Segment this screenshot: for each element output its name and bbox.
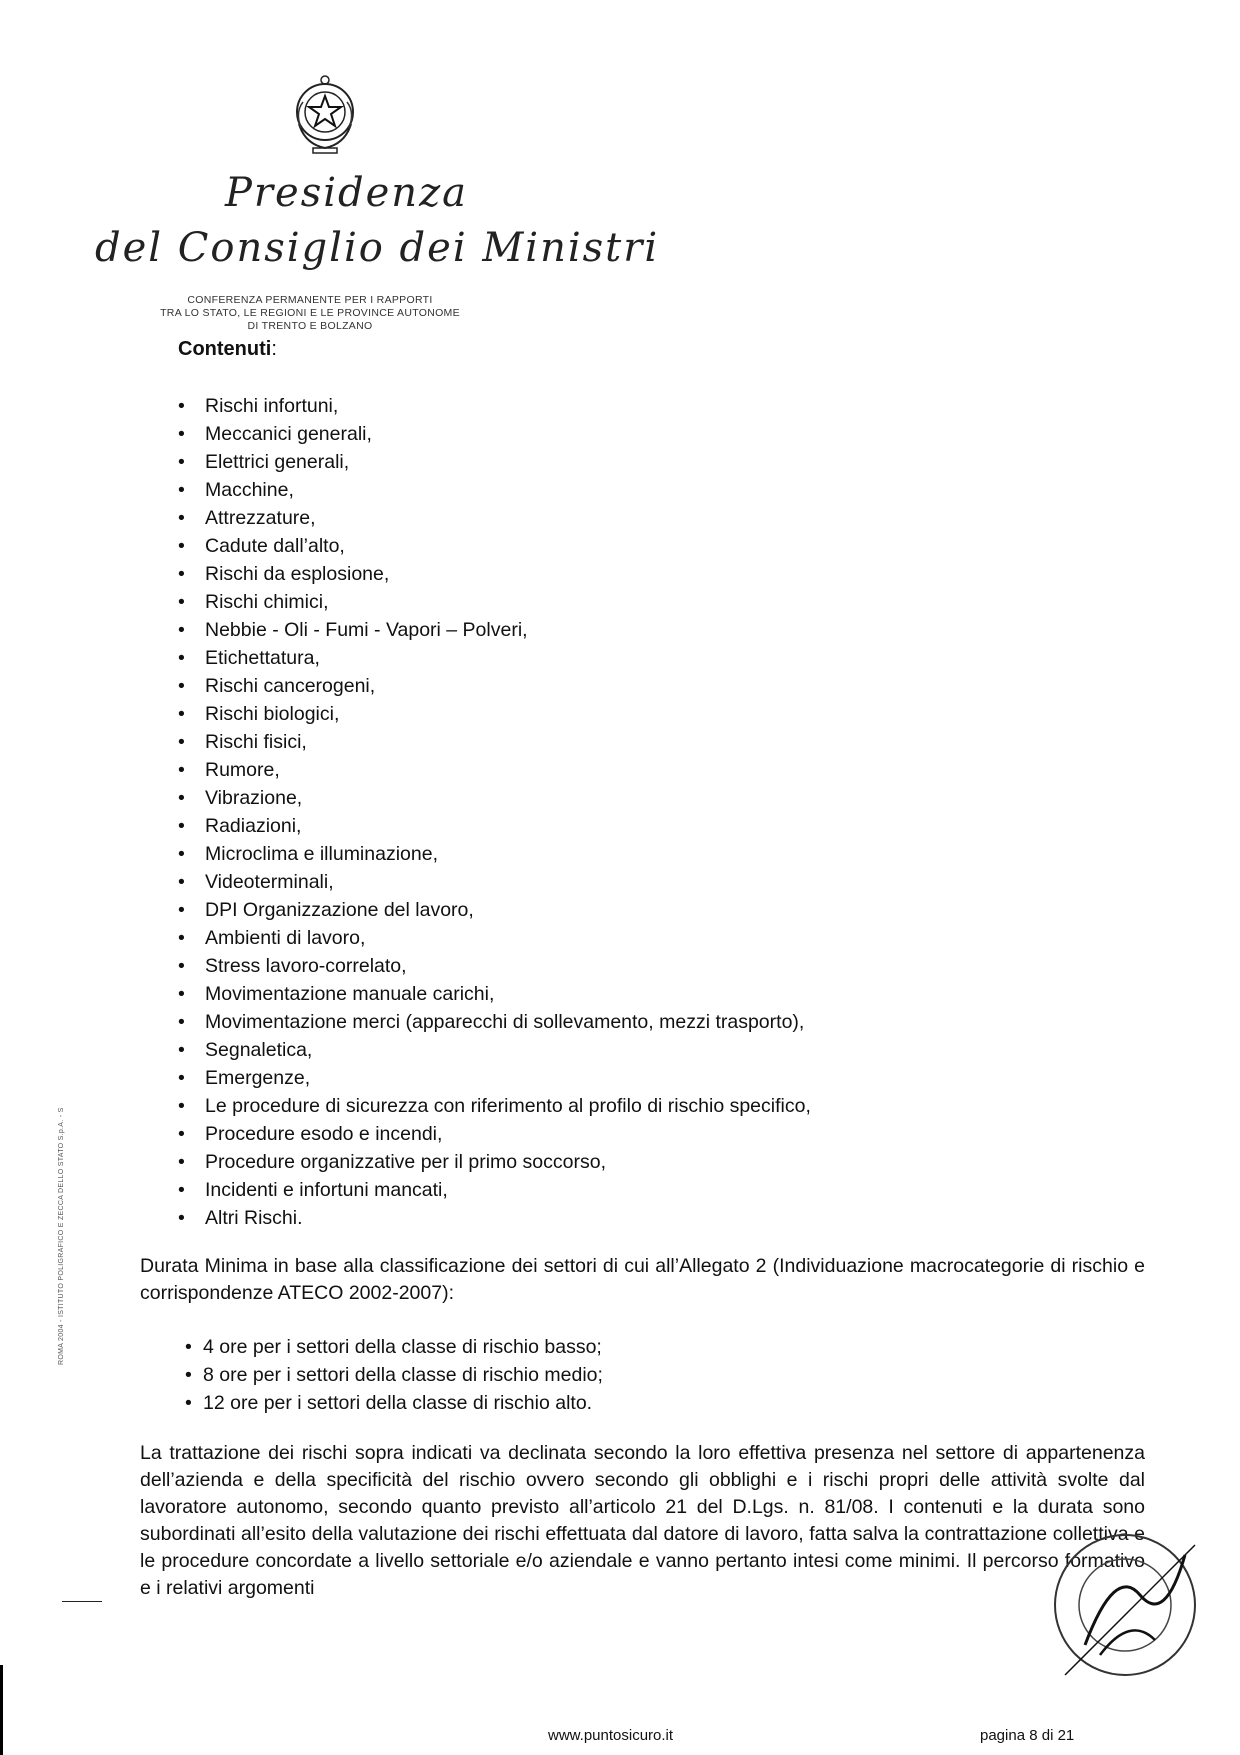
list-item: • Movimentazione merci (apparecchi di sollevamento, mezzi trasporto), [178,1008,811,1036]
list-item: • Nebbie - Oli - Fumi - Vapori – Polveri, [178,616,811,644]
list-item: • Emergenze, [178,1064,811,1092]
list-item: • 8 ore per i settori della classe di rischio medio; [185,1361,603,1389]
list-item: • Elettrici generali, [178,448,811,476]
list-item: • Rumore, [178,756,811,784]
list-item: • Rischi da esplosione, [178,560,811,588]
list-item: • Cadute dall’alto, [178,532,811,560]
footer-website: www.puntosicuro.it [548,1727,674,1744]
list-item: • Ambienti di lavoro, [178,924,811,952]
list-item: • Movimentazione manuale carichi, [178,980,811,1008]
list-item: • Rischi chimici, [178,588,811,616]
list-item: • 4 ore per i settori della classe di rischio basso; [185,1333,603,1361]
section-title-colon: : [271,338,277,360]
list-item: • Le procedure di sicurezza con riferimento al profilo di rischio specifico, [178,1092,811,1120]
list-item: • Meccanici generali, [178,420,811,448]
scan-edge-bar [0,1665,3,1755]
list-item: • Rischi biologici, [178,700,811,728]
list-item: • Stress lavoro-correlato, [178,952,811,980]
list-item: • 12 ore per i settori della classe di rischio alto. [185,1389,603,1417]
conference-line-2: TRA LO STATO, LE REGIONI E LE PROVINCE AUTONOME [160,307,460,319]
conference-header [100,294,520,333]
header-presidenza: Presidenza [225,170,468,216]
list-item: • Segnaletica, [178,1036,811,1064]
list-item: • Rischi infortuni, [178,392,811,420]
closing-paragraph: La trattazione dei rischi sopra indicati va declinata secondo la loro effettiva presenza nel settore di appartenenza dell’azienda e della specificità del rischio ovvero secondo gli obblighi e i rischi propri delle attività svolte dal lavoratore autonomo, secondo quanto previsto all’articolo 21 del D.Lgs. n. 81/08. I contenuti e la durata sono subordinati all’esito della valutazione dei rischi effettuata dal datore di lavoro, fatta salva la contrattazione collettiva e le procedure concordate a livello settoriale e/o aziendale e vanno pertanto intesi come minimi. Il percorso formativo e i relativi argomenti [140,1442,1145,1599]
list-item: • Etichettatura, [178,644,811,672]
list-item: • Vibrazione, [178,784,811,812]
list-item: • Videoterminali, [178,868,811,896]
list-item: • Rischi fisici, [178,728,811,756]
side-imprint: ROMA 2004 - ISTITUTO POLIGRAFICO E ZECCA DELLO STATO S.p.A. - S [58,1107,65,1365]
list-item: • Rischi cancerogeni, [178,672,811,700]
section-title-text: Contenuti [178,338,272,360]
margin-rule [62,1601,102,1602]
republic-emblem-icon [285,72,365,157]
section-title [178,338,277,361]
list-item: • Radiazioni, [178,812,811,840]
header-consiglio-ministri: del Consiglio dei Ministri [95,225,660,271]
list-item: • DPI Organizzazione del lavoro, [178,896,811,924]
list-item: • Altri Rischi. [178,1204,811,1232]
topics-list [178,392,811,1232]
list-item: • Macchine, [178,476,811,504]
list-item: • Incidenti e infortuni mancati, [178,1176,811,1204]
list-item: • Microclima e illuminazione, [178,840,811,868]
duration-intro: Durata Minima in base alla classificazione dei settori di cui all’Allegato 2 (Individuazione macrocategorie di rischio e corrispondenze ATECO 2002-2007): [140,1255,1145,1304]
footer-page-number: pagina 8 di 21 [980,1727,1075,1744]
duration-list [185,1333,603,1417]
conference-line-1: CONFERENZA PERMANENTE PER I RAPPORTI [187,294,433,306]
list-item: • Attrezzature, [178,504,811,532]
conference-line-3: DI TRENTO E BOLZANO [247,320,373,332]
official-stamp-icon [1045,1525,1205,1685]
list-item: • Procedure esodo e incendi, [178,1120,811,1148]
list-item: • Procedure organizzative per il primo soccorso, [178,1148,811,1176]
